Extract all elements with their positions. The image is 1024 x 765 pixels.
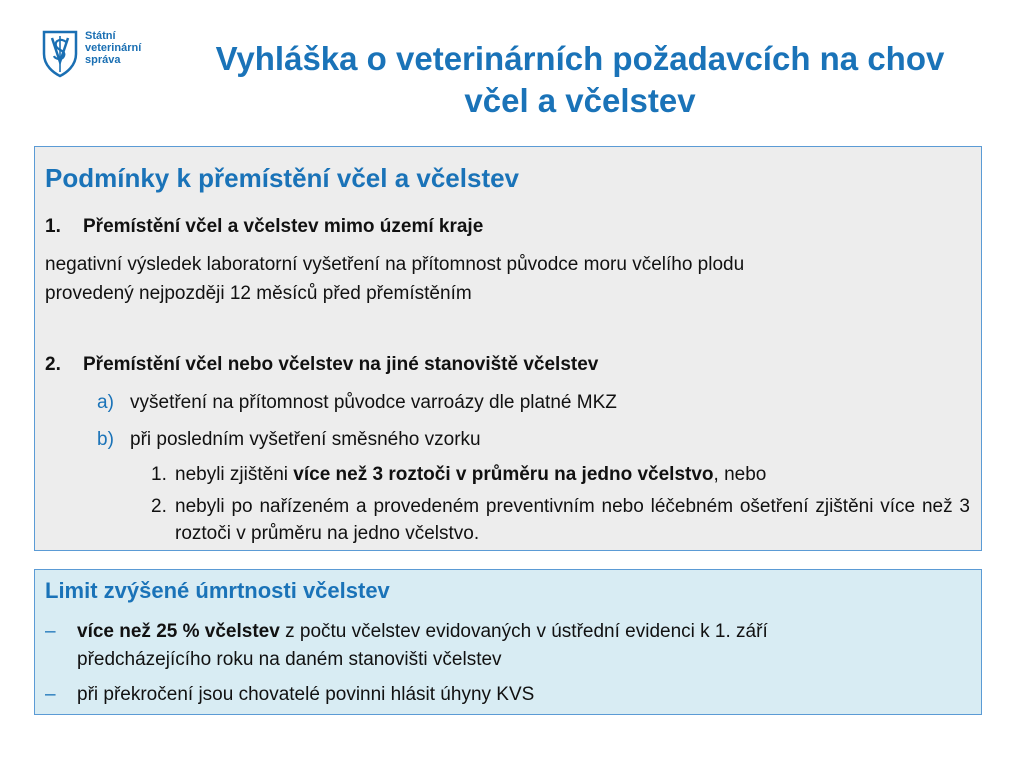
sub-b1-pre: nebyli zjištěni: [175, 464, 288, 485]
sub-b1-bold: více než 3 roztoči v průměru na jedno včelstvo: [293, 464, 714, 485]
sub-b1-marker: 1.: [151, 464, 167, 485]
bullet2-marker: –: [45, 684, 56, 705]
page-title: [170, 38, 990, 122]
sub-b-marker: b): [97, 429, 114, 450]
bullet1-bold: více než 25 % včelstev: [77, 621, 280, 642]
sub-a-marker: a): [97, 392, 114, 413]
bullet1-line-2: předcházejícího roku na daném stanovišti včelstev: [77, 649, 502, 670]
svs-emblem-icon: [40, 28, 80, 78]
conditions-panel: [34, 146, 982, 551]
bullet2-text: při překročení jsou chovatelé povinni hlásit úhyny KVS: [77, 684, 535, 705]
bullet1-marker: –: [45, 621, 56, 642]
bullet1-line-1: [77, 620, 768, 644]
mortality-panel: [34, 569, 982, 715]
logo-line-2: veterinární: [85, 42, 142, 54]
sub-b1-post: , nebo: [713, 464, 767, 485]
item1-text-line-1: negativní výsledek laboratorní vyšetření na přítomnost původce moru včelího plodu: [45, 254, 745, 275]
item2-title: Přemístění včel nebo včelstev na jiné stanoviště včelstev: [83, 354, 599, 375]
page-title-line-1: Vyhláška o veterinárních požadavcích na chov: [215, 40, 945, 77]
item1-text-line-2: provedený nejpozději 12 měsíců před přemístěním: [45, 283, 472, 304]
logo: [40, 28, 160, 80]
item2-number: 2.: [45, 354, 61, 375]
conditions-heading: Podmínky k přemístění včel a včelstev: [45, 163, 520, 193]
sub-b2-text: nebyli po nařízeném a provedeném preventivním nebo léčebném ošetření zjištěni více než 3 roztoči v průměru na jedno včelstvo.: [175, 496, 970, 544]
sub-b2-marker: 2.: [151, 496, 167, 517]
sub-b-text: při posledním vyšetření směsného vzorku: [130, 429, 481, 450]
sub-a-text: vyšetření na přítomnost původce varroázy dle platné MKZ: [130, 392, 617, 413]
logo-line-3: správa: [85, 54, 121, 66]
item1-number: 1.: [45, 216, 61, 237]
page-title-line-2: včel a včelstev: [464, 82, 696, 119]
item1-title: Přemístění včel a včelstev mimo území kraje: [83, 216, 484, 237]
logo-line-1: Státní: [85, 30, 116, 42]
mortality-heading: Limit zvýšené úmrtnosti včelstev: [45, 578, 390, 603]
bullet1-rest: z počtu včelstev evidovaných v ústřední evidenci k 1. září: [285, 621, 768, 642]
sub-b1-text: [175, 463, 766, 487]
